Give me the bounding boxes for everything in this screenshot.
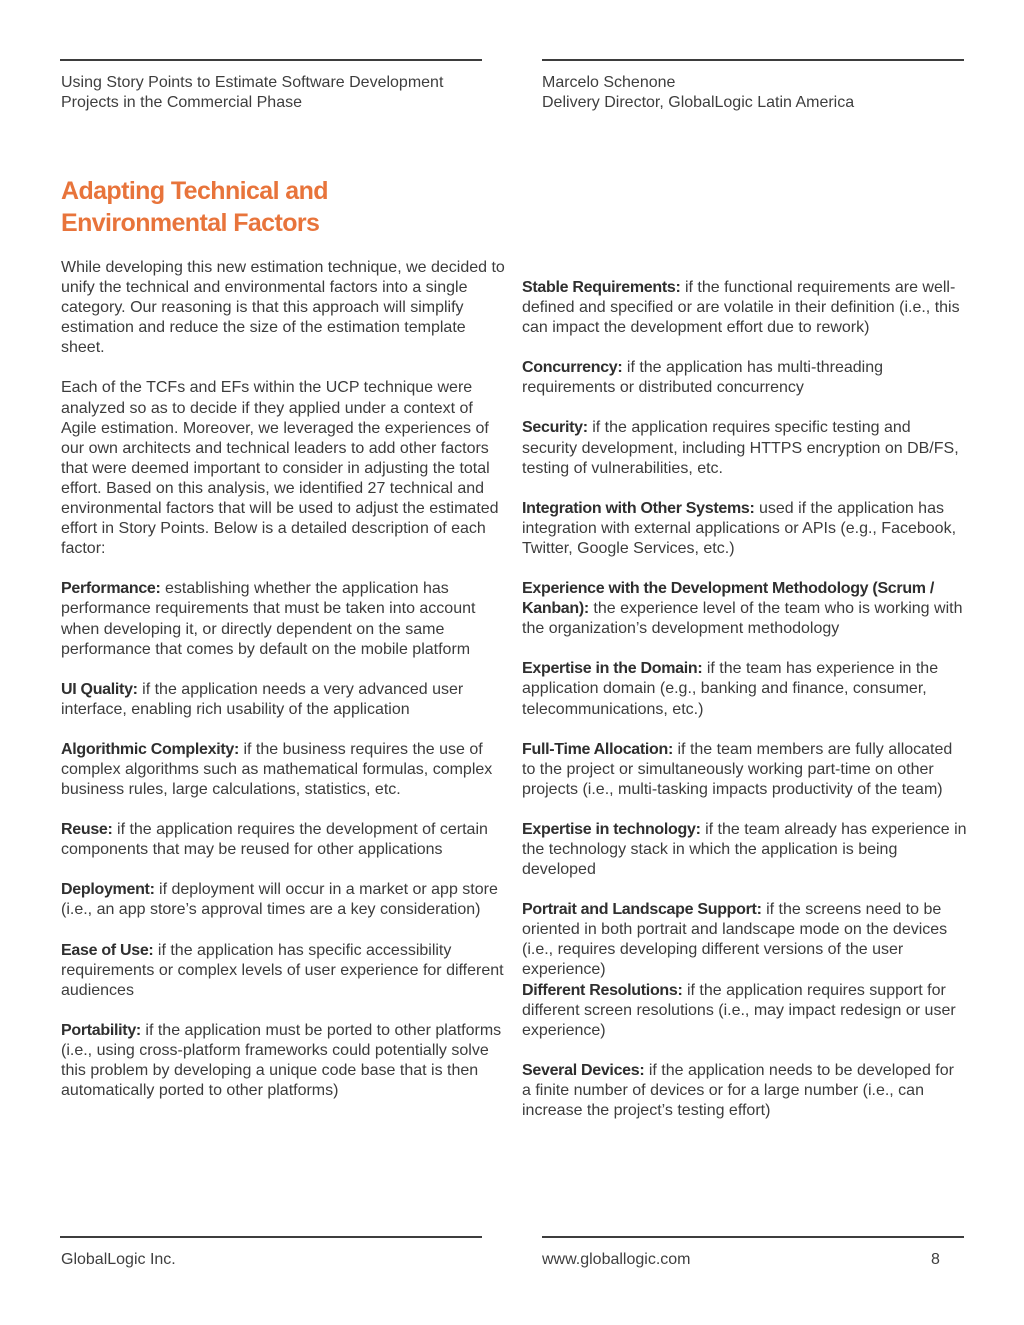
factor-description: if the application requires the development of certain components that may be reused for other applications [61,821,488,859]
factor-description: if the business requires the use of complex algorithms such as mathematical formulas, complex business rules, large calculations, statistics, etc. [61,740,493,799]
factor-description: if the application needs a very advanced user interface, enabling rich usability of the application [61,680,464,718]
header-rule-right [542,59,964,61]
factor-term: Ease of Use: [61,941,154,959]
factor-description: the experience level of the team who is working with the organization’s development methodology [522,600,963,638]
author-info [542,73,982,113]
factor-description: used if the application has integration with external applications or APIs (e.g., Facebook, Twitter, Google Services, etc.) [522,499,957,557]
factor-description: if deployment will occur in a market or app store (i.e., an app store’s approval times are a key consideration) [61,881,498,919]
factor-term: Experience with the Development Methodology (Scrum / Kanban): [522,580,935,618]
left-column [61,258,506,1121]
intro-paragraph-2: Each of the TCFs and EFs within the UCP technique were analyzed so as to decide if they applied under a context of Agile estimation. Moreover, we leveraged the experiences of our own architects and technical leaders to add other factors that were deemed important to consider in adjusting the total effort. Based on this analysis, we identified 27 technical and environmental factors that will be used to adjust the estimated effort in Story Points. Below is a detailed description of each factor: [61,379,499,558]
factor-security [522,418,967,478]
factor-description: if the application needs to be developed for a finite number of devices or for a large number (i.e., can increase the project’s testing effort) [522,1061,954,1119]
factor-description: if the team members are fully allocated to the project or simultaneously working part-time on other projects (i.e., multi-tasking impacts productivity of the team) [522,740,953,798]
factor-term: UI Quality: [61,680,138,698]
factor-description: if the application has specific accessibility requirements or complex levels of user experience for different audiences [61,941,504,999]
footer-company: GlobalLogic Inc. [61,1251,176,1268]
factor-different-resolutions [522,981,967,1041]
factor-reuse [61,820,506,860]
factor-algorithmic-complexity [61,740,506,800]
author-title: Delivery Director, GlobalLogic Latin America [542,94,855,111]
document-title [61,73,501,113]
section-title-line2: Environmental Factors [61,209,320,237]
factor-portability [61,1021,506,1101]
factor-term: Full-Time Allocation: [522,740,674,758]
page-number: 8 [931,1251,940,1268]
footer-rule-left [60,1236,482,1238]
factor-term: Portability: [61,1021,141,1039]
document-title-line2: Projects in the Commercial Phase [61,94,302,111]
factor-term: Different Resolutions: [522,981,683,999]
factor-term: Algorithmic Complexity: [61,740,240,758]
section-title-line1: Adapting Technical and [61,177,328,205]
footer-rule-right [542,1236,964,1238]
factor-deployment [61,880,506,920]
document-title-line1: Using Story Points to Estimate Software Development [61,74,444,91]
author-name: Marcelo Schenone [542,74,676,91]
section-title [61,175,481,239]
factor-term: Several Devices: [522,1061,645,1079]
factor-term: Performance: [61,580,161,598]
factor-description: if the screens need to be oriented in both portrait and landscape mode on the devices (i.e., requires developing different versions of the user experience) [522,901,948,979]
factor-term: Deployment: [61,881,155,899]
factor-description: if the team already has experience in the technology stack in which the application is being developed [522,820,967,879]
factor-description: if the application must be ported to other platforms (i.e., using cross-platform frameworks could potentially solve this problem by developing a unique code base that is then automatically ported to other platforms) [61,1021,502,1100]
factor-description: if the application requires support for different screen resolutions (i.e., may impact redesign or user experience) [522,981,956,1039]
header-rule-left [60,59,482,61]
factor-term: Concurrency: [522,359,623,377]
factor-term: Expertise in technology: [522,820,701,838]
factor-domain-expertise [522,659,967,719]
factor-term: Reuse: [61,821,113,839]
factor-ease-of-use [61,941,506,1001]
factor-portrait-landscape [522,900,967,980]
factor-description: if the team has experience in the application domain (e.g., banking and finance, consumer, telecommunications, etc.) [522,660,939,718]
factor-term: Integration with Other Systems: [522,499,755,517]
factor-term: Security: [522,419,588,437]
factor-term: Stable Requirements: [522,279,681,296]
factor-several-devices [522,1061,967,1121]
factor-integration [522,499,967,559]
factor-description: if the application requires specific testing and security development, including HTTPS encryption on DB/FS, testing of vulnerabilities, etc. [522,419,959,477]
factor-methodology-experience [522,579,967,639]
factor-full-time-allocation [522,740,967,800]
factor-stable-requirements [522,278,967,338]
factor-description: if the functional requirements are well-defined and specified or are volatile in their definition (i.e., this can impact the development effort due to rework) [522,279,960,337]
factor-technology-expertise [522,820,967,880]
factor-concurrency [522,358,967,398]
factor-description: establishing whether the application has performance requirements that must be taken into account when developing it, or directly dependent on the same performance that comes by default on the mobile platform [61,580,476,658]
factor-term: Portrait and Landscape Support: [522,901,762,919]
factor-performance [61,579,506,659]
factor-ui-quality [61,680,506,720]
intro-paragraph-1: While developing this new estimation technique, we decided to unify the technical and environmental factors into a single category. Our reasoning is that this approach will simplify estimation and reduce the size of the estimation template sheet. [61,259,505,357]
factor-term: Expertise in the Domain: [522,660,703,678]
factor-description: if the application has multi-threading requirements or distributed concurrency [522,359,884,397]
right-column [522,278,967,1141]
footer-website[interactable]: www.globallogic.com [542,1251,691,1268]
